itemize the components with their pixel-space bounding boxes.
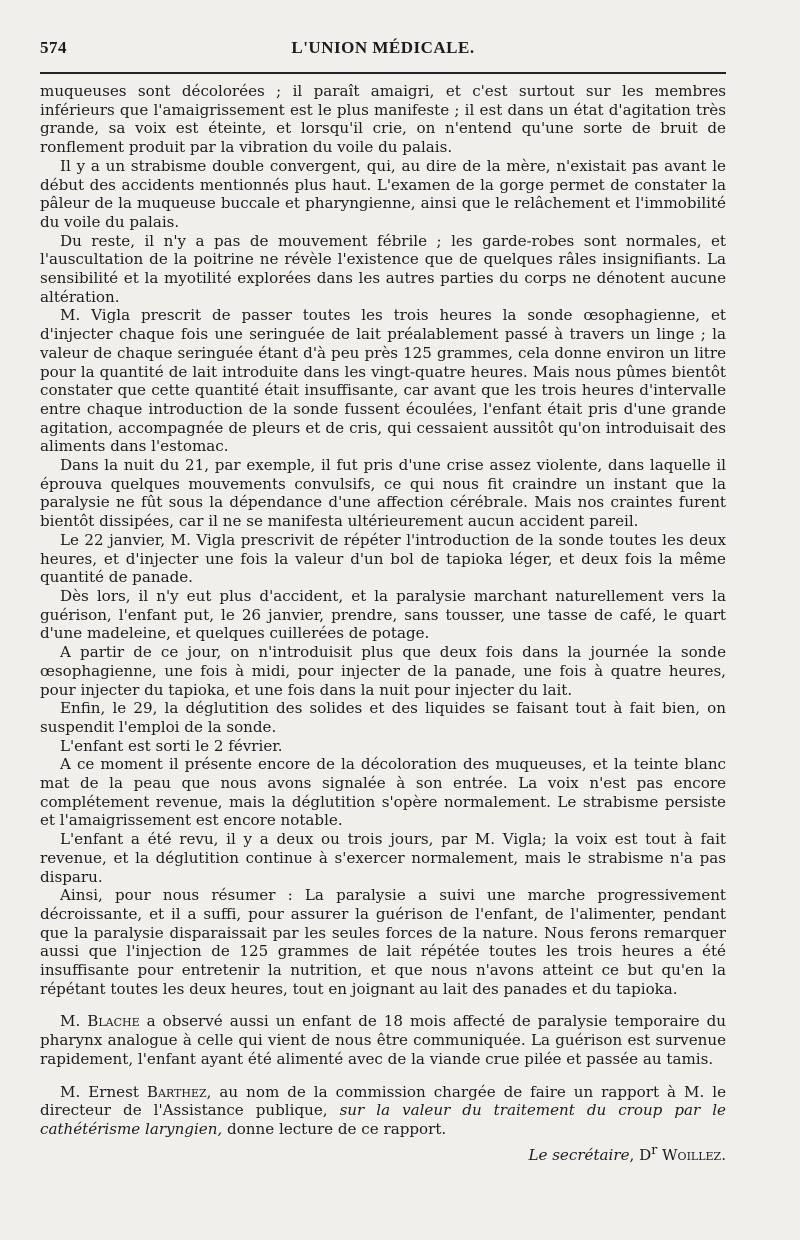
blache-prefix: M. [60, 1012, 88, 1031]
signature [40, 1141, 726, 1165]
signature-sup: r [651, 1141, 658, 1157]
paragraph-4: M. Vigla prescrit de passer toutes les trois heures la sonde œsophagienne, et d'injecter chaque fois une seringuée de lait préalablement passé à travers un linge ; la valeur de chaque seringuée étant d'à peu près 125 grammes, cela donne environ un litre pour la quantité de lait introduite dans les vingt-quatre heures. Mais nous pûmes bientôt constater que cette quantité était insuffisante, car avant que les trois heures d'intervalle entre chaque introduction de la sonde fussent écoulées, l'enfant était pris d'une grande agitation, accompagnée de pleurs et de cris, qui cessaient aussitôt qu'on introduisait des aliments dans l'estomac. [40, 306, 726, 456]
page-header [40, 38, 726, 62]
paragraph-10: L'enfant est sorti le 2 février. [60, 736, 283, 755]
report-title: sur la valeur du traitement du croup par le cathétérisme laryngien, [40, 1101, 726, 1138]
barthez-text-end: donne lecture de ce rapport. [222, 1119, 447, 1138]
paragraph-2: Il y a un strabisme double convergent, qui, au dire de la mère, n'existait pas avant le début des accidents mentionnés plus haut. L'examen de la gorge permet de constater la pâleur de la muqueuse buccale et pharyngienne, ainsi que le relâchement et l'immobilité du voile du palais. [40, 156, 726, 231]
barthez-prefix: M. Ernest [60, 1082, 147, 1101]
blache-text: a observé aussi un enfant de 18 mois affecté de paralysie temporaire du pharynx analogue à celle qui vient de nous être communiquée. La guérison est survenue rapidement, l'enfant ayant été alimenté avec de la viande crue pilée et passée au tamis. [40, 1012, 726, 1068]
paragraph-8: A partir de ce jour, on n'introduisit plus que deux fois dans la journée la sonde œsophagienne, une fois à midi, pour injecter de la panade, une fois à quatre heures, pour injecter du tapioka, et une fois dans la nuit pour injecter du lait. [40, 643, 726, 699]
blache-name: Blache [87, 1012, 140, 1031]
paragraph-5: Dans la nuit du 21, par exemple, il fut pris d'une crise assez violente, dans laquelle il éprouva quelques mouvements convulsifs, ce qui nous fit craindre un instant que la paralysie ne fût sous la dépendance d'une affection cérébrale. Mais nos craintes furent bientôt dissipées, car il ne se manifesta ultérieurement aucun accident pareil. [40, 456, 726, 531]
document-page [40, 38, 726, 1164]
signature-name: Woillez. [657, 1145, 726, 1164]
barthez-paragraph [40, 1083, 726, 1139]
journal-title: L'UNION MÉDICALE. [291, 38, 475, 57]
paragraph-9: Enfin, le 29, la déglutition des solides et des liquides se faisant tout à fait bien, on suspendit l'emploi de la sonde. [40, 699, 726, 736]
blache-paragraph [40, 1012, 726, 1068]
paragraph-13: Ainsi, pour nous résumer : La paralysie a suivi une marche progressivement décroissante, et il a suffi, pour assurer la guérison de l'enfant, de l'alimenter, pendant que la paralysie disparaissait par les seules forces de la nature. Nous ferons remarquer aussi que l'injection de 125 grammes de lait répétée toutes les trois heures a été insuffisante pour entretenir la nutrition, et que nous n'avons atteint ce but qu'en la répétant toutes les deux heures, tout en joignant au lait des panades et du tapioka. [40, 886, 726, 998]
paragraph-12: L'enfant a été revu, il y a deux ou trois jours, par M. Vigla; la voix est tout à fait revenue, et la déglutition continue à s'exercer normalement, mais le strabisme n'a pas disparu. [40, 830, 726, 886]
header-rule [40, 72, 726, 74]
signature-separator: , D [629, 1145, 652, 1164]
paragraph-1: muqueuses sont décolorées ; il paraît amaigri, et c'est surtout sur les membres inférieurs que l'amaigrissement est le plus manifeste ; il est dans un état d'agitation très grande, sa voix est éteinte, et lorsqu'il crie, on n'entend qu'une sorte de bruit de ronflement produit par la vibration du voile du palais. [40, 82, 726, 157]
signature-role: Le secrétaire [528, 1145, 630, 1164]
paragraph-7: Dès lors, il n'y eut plus d'accident, et la paralysie marchant naturellement vers la guérison, l'enfant put, le 26 janvier, prendre, sans tousser, une tasse de café, le quart d'une madeleine, et quelques cuillerées de potage. [40, 586, 726, 643]
page-number: 574 [40, 38, 67, 57]
paragraph-11: A ce moment il présente encore de la décoloration des muqueuses, et la teinte blanc mat de la peau que nous avons signalée à son entrée. La voix n'est pas encore complétement revenue, mais la déglutition s'opère normalement. Le strabisme persiste et l'amaigrissement est encore notable. [40, 755, 726, 830]
paragraph-6: Le 22 janvier, M. Vigla prescrivit de répéter l'introduction de la sonde toutes les deux heures, et d'injecter une fois la valeur d'un bol de tapioka léger, et deux fois la même quantité de panade. [40, 530, 726, 587]
paragraph-3: Du reste, il n'y a pas de mouvement fébrile ; les garde-robes sont normales, et l'auscultation de la poitrine ne révèle l'existence que de quelques râles insignifiants. La sensibilité et la myotilité explorées dans les autres parties du corps ne dénotent aucune altération. [40, 231, 726, 306]
barthez-text: , au nom de la commission chargée de faire un rapport à M. le directeur de l'Assistance publique, [40, 1082, 727, 1120]
barthez-name: Barthez [146, 1082, 207, 1101]
